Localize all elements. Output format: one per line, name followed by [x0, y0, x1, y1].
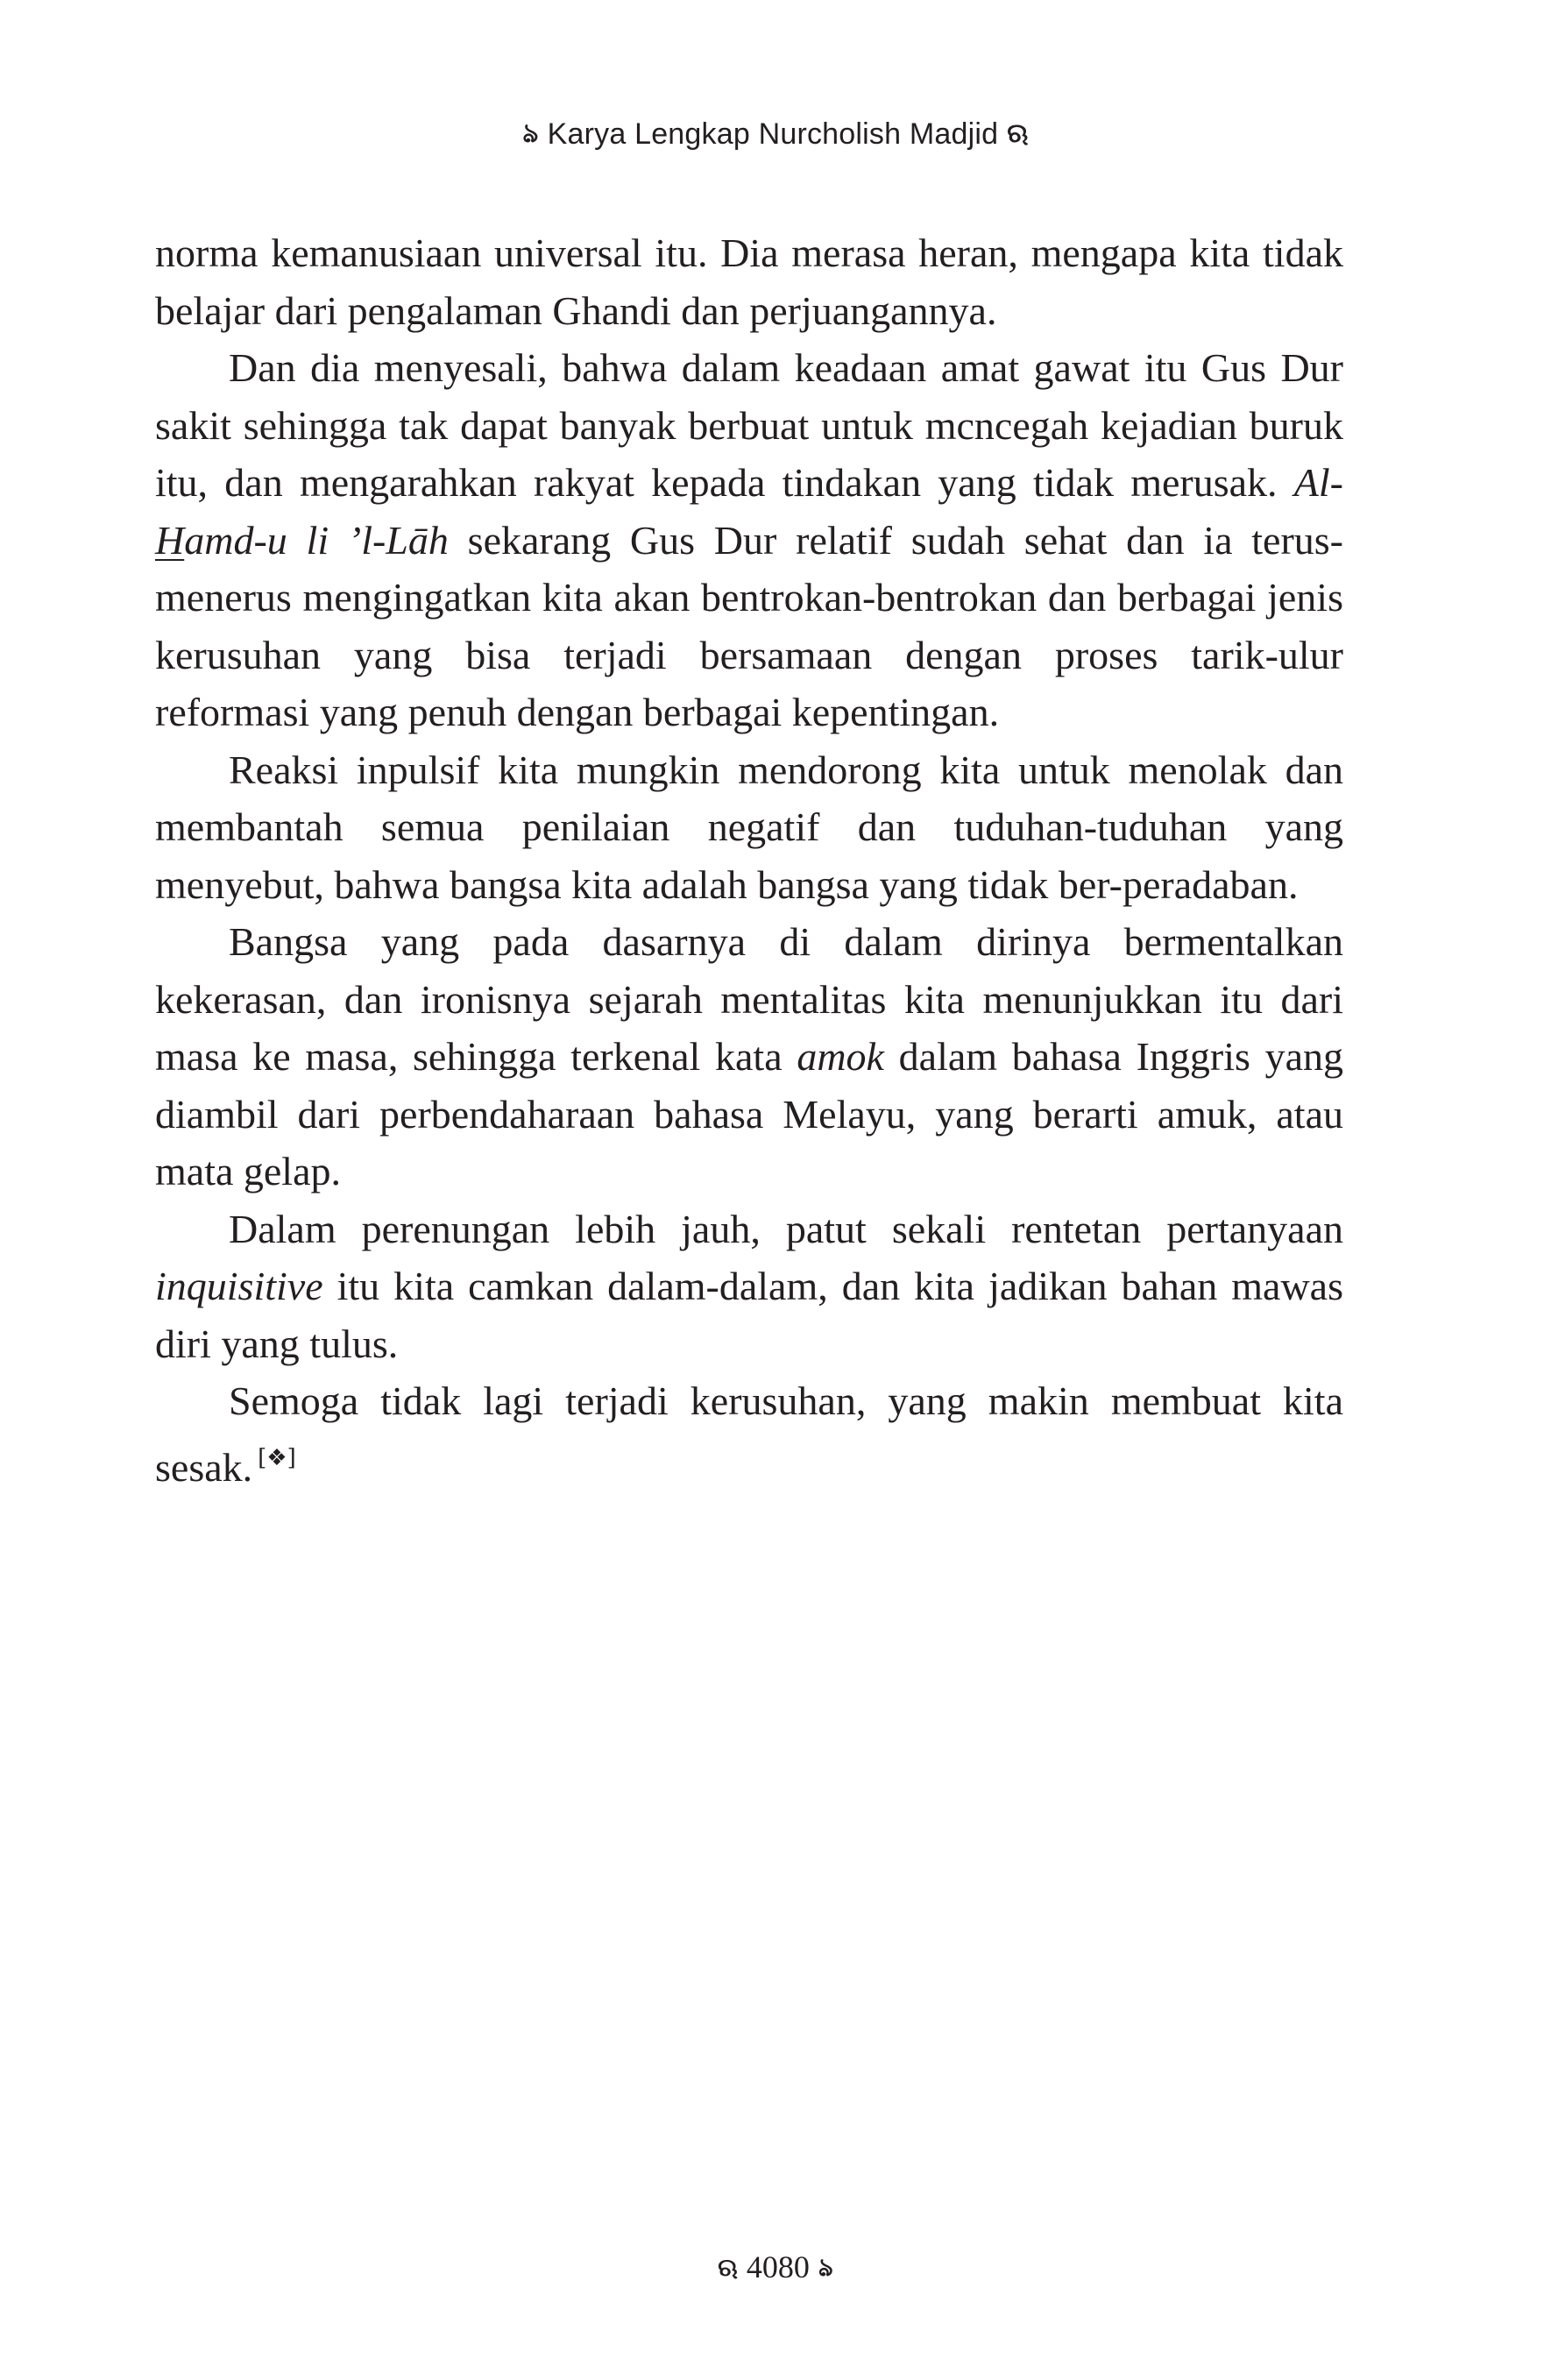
paragraph-4-text-after: dalam bahasa Inggris yang diambil dari perbendaharaan bahasa Melayu, yang berarti amuk, atau mata gelap. — [155, 1034, 1343, 1194]
footer-ornament-right-icon: ঌ — [818, 2253, 833, 2282]
ornament-right-icon: ଋ — [1007, 118, 1029, 149]
paragraph-3-text: Reaksi inpulsif kita mungkin mendorong kita untuk menolak dan membantah semua penilaian negatif dan tuduhan-tuduhan yang menyebut, bahwa bangsa kita adalah bangsa yang tidak ber-peradaban. — [155, 747, 1343, 907]
paragraph-2-text-after: sekarang Gus Dur relatif sudah sehat dan ia terus-menerus mengingatkan kita akan bentrokan-bentrokan dan berbagai jenis kerusuhan yang bisa terjadi bersamaan dengan proses tarik-ulur reformasi yang penuh dengan berbagai kepentingan. — [155, 517, 1343, 734]
page-footer — [0, 2249, 1551, 2290]
end-mark-icon: [❖] — [258, 1444, 296, 1471]
footer-ornament-left-icon: ଋ — [718, 2253, 738, 2282]
ornament-left-icon: ঌ — [522, 118, 539, 149]
page-number: 4080 — [746, 2249, 810, 2284]
paragraph-4-text-before: Bangsa yang pada dasarnya di dalam dirinya bermentalkan kekerasan, dan ironisnya sejarah mentalitas kita menunjukkan itu dari masa ke masa, sehingga terkenal kata — [155, 919, 1343, 1079]
paragraph-6 — [155, 1372, 1343, 1496]
arabic-phrase-part-b: amd-u li ’l-Lāh — [184, 517, 449, 563]
italic-term-amok: amok — [797, 1034, 884, 1079]
paragraph-5 — [155, 1201, 1343, 1373]
arabic-phrase-part-a: Al- — [1293, 460, 1343, 505]
paragraph-5-text-after: itu kita camkan dalam-dalam, dan kita jadikan bahan mawas diri yang tulus. — [155, 1264, 1343, 1366]
paragraph-4 — [155, 913, 1343, 1201]
italic-term-inquisitive: inquisitive — [155, 1264, 323, 1308]
paragraph-1 — [155, 224, 1343, 339]
paragraph-2-text-before: Dan dia menyesali, bahwa dalam keadaan amat gawat itu Gus Dur sakit sehingga tak dapat banyak berbuat untuk mcncegah kejadian buruk itu, dan mengarahkan rakyat kepada tindakan yang tidak merusak. — [155, 345, 1343, 505]
book-title: Karya Lengkap Nurcholish Madjid — [547, 117, 999, 151]
paragraph-1-text: norma kemanusiaan universal itu. Dia merasa heran, mengapa kita tidak belajar dari pengalaman Ghandi dan perjuangannya. — [155, 230, 1343, 333]
paragraph-6-text: Semoga tidak lagi terjadi kerusuhan, yang makin membuat kita sesak. — [155, 1378, 1343, 1490]
running-header — [0, 112, 1551, 157]
body-text — [155, 224, 1343, 1496]
paragraph-5-text-before: Dalam perenungan lebih jauh, patut sekali rentetan pertanyaan — [229, 1206, 1343, 1251]
paragraph-3 — [155, 741, 1343, 914]
arabic-phrase-underlined-letter: H — [155, 517, 185, 563]
paragraph-2 — [155, 339, 1343, 741]
